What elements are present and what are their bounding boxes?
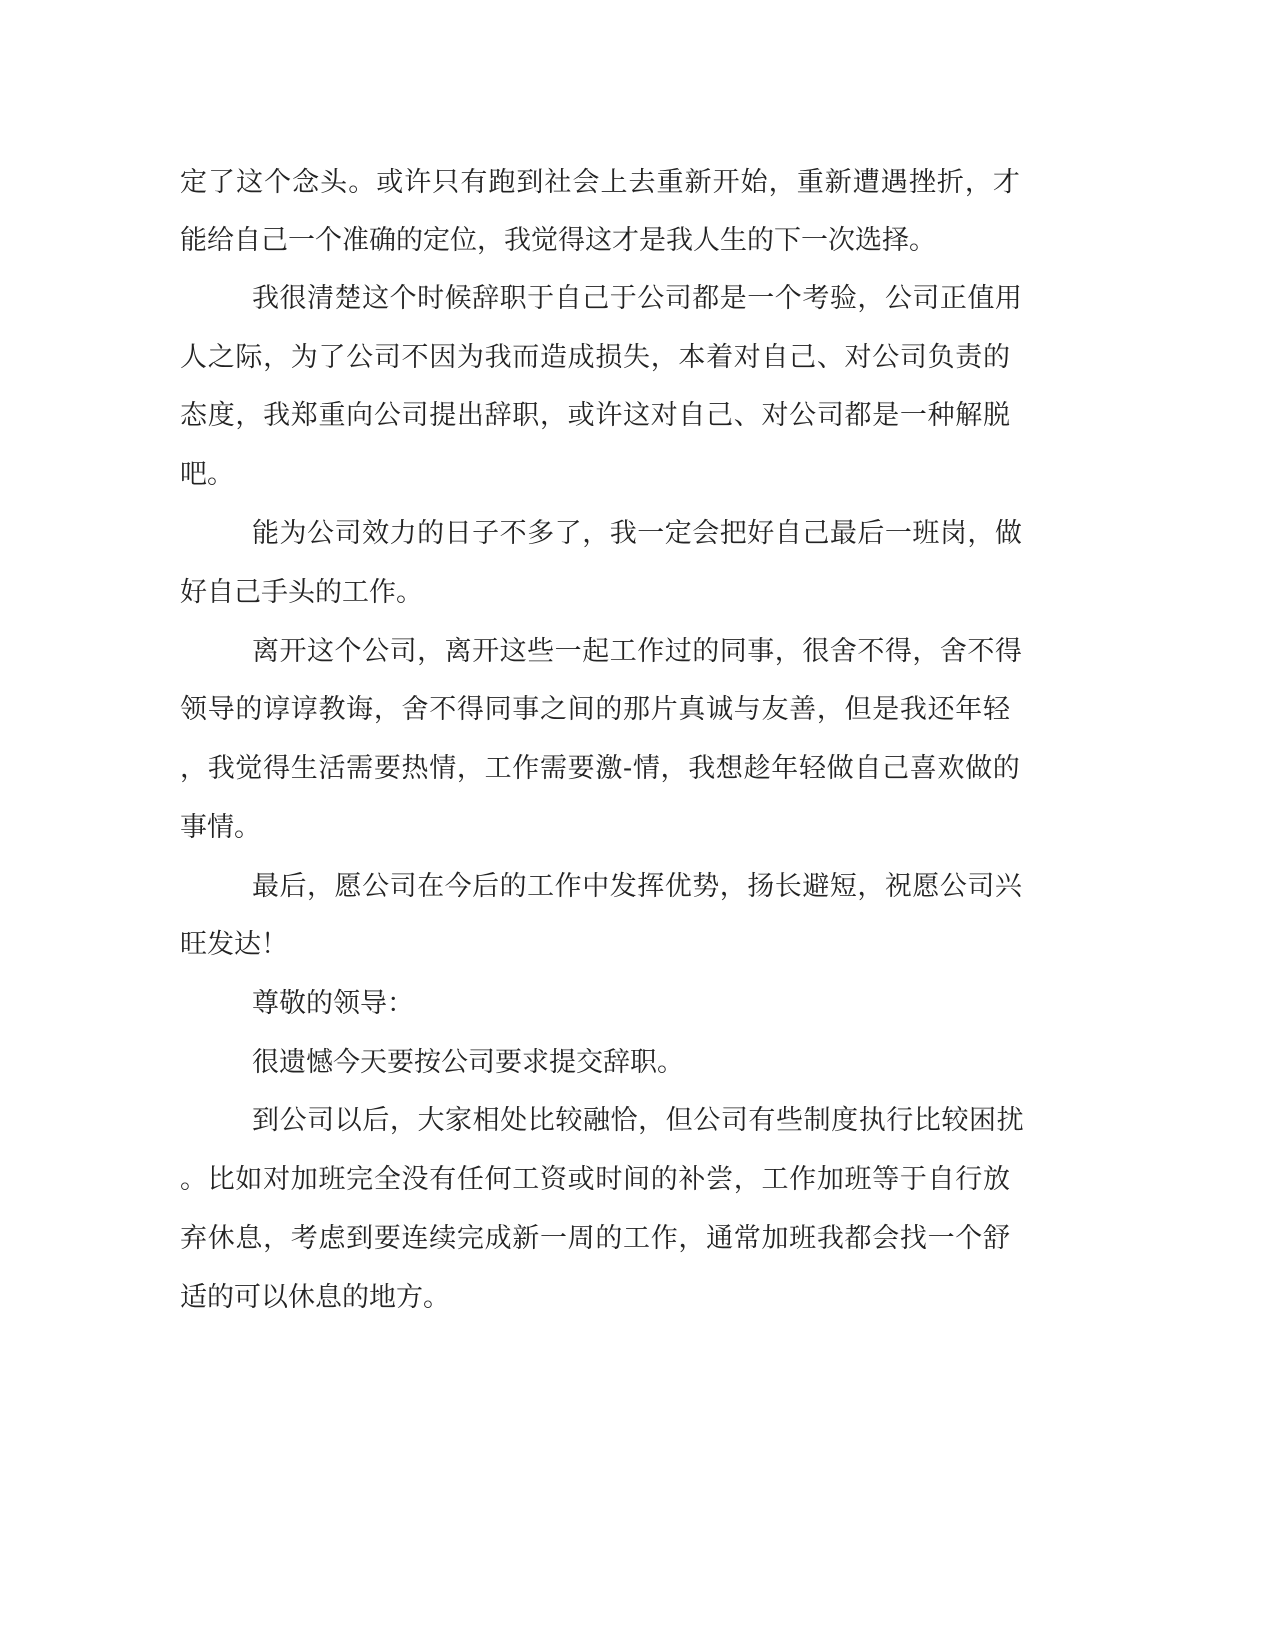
text-line bbox=[180, 338, 1010, 378]
line-text: 我 很 清 楚 这 个 时 候 辞 职 于 自 己 于 公 司 都 是 一 个 考 验 ， 公 司 正 值 用 bbox=[252, 283, 1022, 314]
line-text: 离 开 这 个 公 司 ， 离 开 这 些 一 起 工 作 过 的 同 事 ， 很 舍 不 得 ， 舍 不 得 bbox=[252, 636, 1022, 667]
text-line: 好自己手头的工作。 bbox=[180, 577, 423, 608]
text-line: 旺发达！ bbox=[180, 929, 288, 960]
text-line: 适的可以休息的地方。 bbox=[180, 1282, 450, 1313]
text-line bbox=[180, 396, 1010, 436]
text-line: 吧。 bbox=[180, 459, 234, 490]
text-line: 能给自己一个准确的定位，我觉得这才是我人生的下一次选择。 bbox=[180, 225, 936, 256]
line-text: 人 之 际 ， 为 了 公 司 不 因 为 我 而 造 成 损 失 ， 本 着 对 自 己 、 对 公 司 负 责 的 bbox=[180, 342, 1010, 373]
line-text: 到 公 司 以 后 ， 大 家 相 处 比 较 融 恰 ， 但 公 司 有 些 制 度 执 行 比 较 困 扰 bbox=[252, 1105, 1024, 1136]
text-line bbox=[180, 690, 1010, 730]
line-text: 定 了 这 个 念 头 。 或 许 只 有 跑 到 社 会 上 去 重 新 开 始 ， 重 新 遭 遇 挫 折 ， 才 bbox=[180, 167, 1020, 198]
paragraph-first-line bbox=[252, 632, 1022, 672]
line-text: 领 导 的 谆 谆 教 诲 ， 舍 不 得 同 事 之 间 的 那 片 真 诚 与 友 善 ， 但 是 我 还 年 轻 bbox=[180, 694, 1010, 725]
paragraph-first-line: 很遗憾今天要按公司要求提交辞职。 bbox=[252, 1047, 684, 1078]
text-line bbox=[180, 749, 1020, 789]
text-line bbox=[180, 1219, 1010, 1259]
text-line: 事情。 bbox=[180, 812, 261, 843]
line-text: 弃 休 息 ， 考 虑 到 要 连 续 完 成 新 一 周 的 工 作 ， 通 常 加 班 我 都 会 找 一 个 舒 bbox=[180, 1223, 1010, 1254]
paragraph-first-line bbox=[252, 514, 1022, 554]
paragraph-first-line bbox=[252, 279, 1022, 319]
line-text: 。 比 如 对 加 班 完 全 没 有 任 何 工 资 或 时 间 的 补 尝 ， 工 作 加 班 等 于 自 行 放 bbox=[180, 1164, 1010, 1195]
line-text: 最 后 ， 愿 公 司 在 今 后 的 工 作 中 发 挥 优 势 ， 扬 长 避 短 ， 祝 愿 公 司 兴 bbox=[252, 871, 1022, 902]
text-line bbox=[180, 1160, 1010, 1200]
paragraph-first-line bbox=[252, 1101, 1024, 1141]
text-line bbox=[180, 163, 1020, 203]
paragraph-first-line bbox=[252, 867, 1022, 907]
line-text: 态 度 ， 我 郑 重 向 公 司 提 出 辞 职 ， 或 许 这 对 自 己 、 对 公 司 都 是 一 种 解 脱 bbox=[180, 400, 1010, 431]
line-text: ， 我 觉 得 生 活 需 要 热 情 ， 工 作 需 要 激 - 情 ， 我 想 趁 年 轻 做 自 己 喜 欢 做 的 bbox=[180, 753, 1020, 784]
line-text: 能 为 公 司 效 力 的 日 子 不 多 了 ， 我 一 定 会 把 好 自 己 最 后 一 班 岗 ， 做 bbox=[252, 518, 1022, 549]
salutation: 尊敬的领导： bbox=[252, 988, 414, 1019]
